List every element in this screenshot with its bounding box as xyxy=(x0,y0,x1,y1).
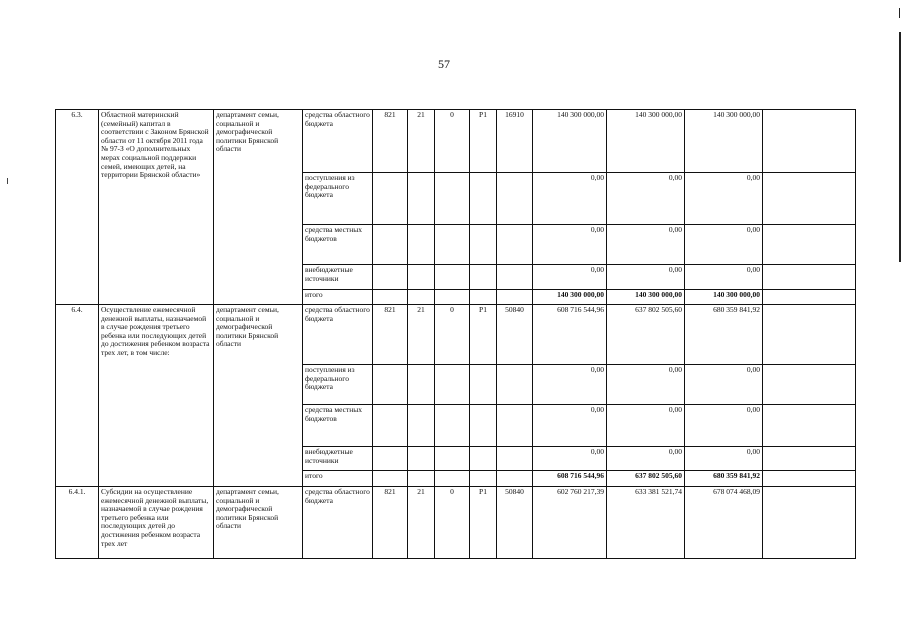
amount-year-1: 0,00 xyxy=(533,405,607,447)
funding-source: внебюджетные источники xyxy=(303,447,373,471)
code-grbs: 821 xyxy=(373,110,408,173)
funding-source: средства областного бюджета xyxy=(303,305,373,365)
empty-cell xyxy=(763,110,856,173)
amount-year-1: 0,00 xyxy=(533,365,607,405)
code-subprogram: 0 xyxy=(435,487,470,559)
amount-year-1: 0,00 xyxy=(533,447,607,471)
total-year-2: 637 802 505,60 xyxy=(607,471,685,487)
executor: департамент семьи, социальной и демографической политики Брянской области xyxy=(214,487,303,559)
amount-year-3: 0,00 xyxy=(685,265,763,290)
table-row xyxy=(56,305,856,365)
amount-year-1: 140 300 000,00 xyxy=(533,110,607,173)
code-project: Р1 xyxy=(470,110,497,173)
code-program: 21 xyxy=(408,305,435,365)
funding-source: итого xyxy=(303,471,373,487)
edge-mark-top xyxy=(899,8,900,18)
amount-year-2: 0,00 xyxy=(607,365,685,405)
code-grbs: 821 xyxy=(373,305,408,365)
total-year-1: 140 300 000,00 xyxy=(533,290,607,305)
edge-mark-left xyxy=(7,178,8,184)
amount-year-3: 0,00 xyxy=(685,405,763,447)
amount-year-3: 140 300 000,00 xyxy=(685,110,763,173)
row-number: 6.4. xyxy=(56,305,99,487)
amount-year-2: 637 802 505,60 xyxy=(607,305,685,365)
code-program: 21 xyxy=(408,487,435,559)
funding-source: поступления из федерального бюджета xyxy=(303,173,373,225)
total-year-3: 140 300 000,00 xyxy=(685,290,763,305)
amount-year-3: 680 359 841,92 xyxy=(685,305,763,365)
executor: департамент семьи, социальной и демографической политики Брянской области xyxy=(214,305,303,487)
amount-year-2: 0,00 xyxy=(607,265,685,290)
amount-year-2: 633 381 521,74 xyxy=(607,487,685,559)
table-row xyxy=(56,110,856,173)
funding-source: поступления из федерального бюджета xyxy=(303,365,373,405)
code-program: 21 xyxy=(408,110,435,173)
total-year-3: 680 359 841,92 xyxy=(685,471,763,487)
code-direction: 50840 xyxy=(497,487,533,559)
table-row xyxy=(56,487,856,559)
funding-source: средства областного бюджета xyxy=(303,110,373,173)
amount-year-1: 608 716 544,96 xyxy=(533,305,607,365)
amount-year-3: 0,00 xyxy=(685,447,763,471)
code-direction: 50840 xyxy=(497,305,533,365)
code-project: Р1 xyxy=(470,305,497,365)
funding-source: средства местных бюджетов xyxy=(303,225,373,265)
row-number: 6.4.1. xyxy=(56,487,99,559)
code-subprogram: 0 xyxy=(435,305,470,365)
amount-year-1: 602 760 217,39 xyxy=(533,487,607,559)
code-subprogram: 0 xyxy=(435,110,470,173)
amount-year-3: 0,00 xyxy=(685,173,763,225)
code-project: Р1 xyxy=(470,487,497,559)
page-number: 57 xyxy=(438,57,450,71)
budget-table xyxy=(55,109,856,559)
amount-year-2: 0,00 xyxy=(607,405,685,447)
funding-source: итого xyxy=(303,290,373,305)
amount-year-2: 0,00 xyxy=(607,225,685,265)
amount-year-2: 140 300 000,00 xyxy=(607,110,685,173)
amount-year-1: 0,00 xyxy=(533,173,607,225)
row-number: 6.3. xyxy=(56,110,99,305)
amount-year-1: 0,00 xyxy=(533,225,607,265)
amount-year-2: 0,00 xyxy=(607,173,685,225)
funding-source: средства местных бюджетов xyxy=(303,405,373,447)
measure-name: Субсидии на осуществление ежемесячной денежной выплаты, назначаемой в случае рождения третьего ребенка или последующих детей до достижения ребенком возраста трех лет xyxy=(99,487,214,559)
funding-source: внебюджетные источники xyxy=(303,265,373,290)
measure-name: Осуществление ежемесячной денежной выплаты, назначаемой в случае рождения третьего ребенка или последующих детей до достижения ребенком возраста трех лет, в том числе: xyxy=(99,305,214,487)
amount-year-3: 0,00 xyxy=(685,365,763,405)
amount-year-2: 0,00 xyxy=(607,447,685,471)
measure-name: Областной материнский (семейный) капитал в соответствии с Законом Брянской области от 11 октября 2011 года № 97-З «О дополнительных мерах социальной поддержки семей, имеющих детей, на территории Брянской области» xyxy=(99,110,214,305)
amount-year-3: 678 074 468,09 xyxy=(685,487,763,559)
edge-mark-right xyxy=(899,32,901,262)
code-direction: 16910 xyxy=(497,110,533,173)
code-grbs: 821 xyxy=(373,487,408,559)
total-year-1: 608 716 544,96 xyxy=(533,471,607,487)
amount-year-3: 0,00 xyxy=(685,225,763,265)
executor: департамент семьи, социальной и демографической политики Брянской области xyxy=(214,110,303,305)
total-year-2: 140 300 000,00 xyxy=(607,290,685,305)
funding-source: средства областного бюджета xyxy=(303,487,373,559)
amount-year-1: 0,00 xyxy=(533,265,607,290)
